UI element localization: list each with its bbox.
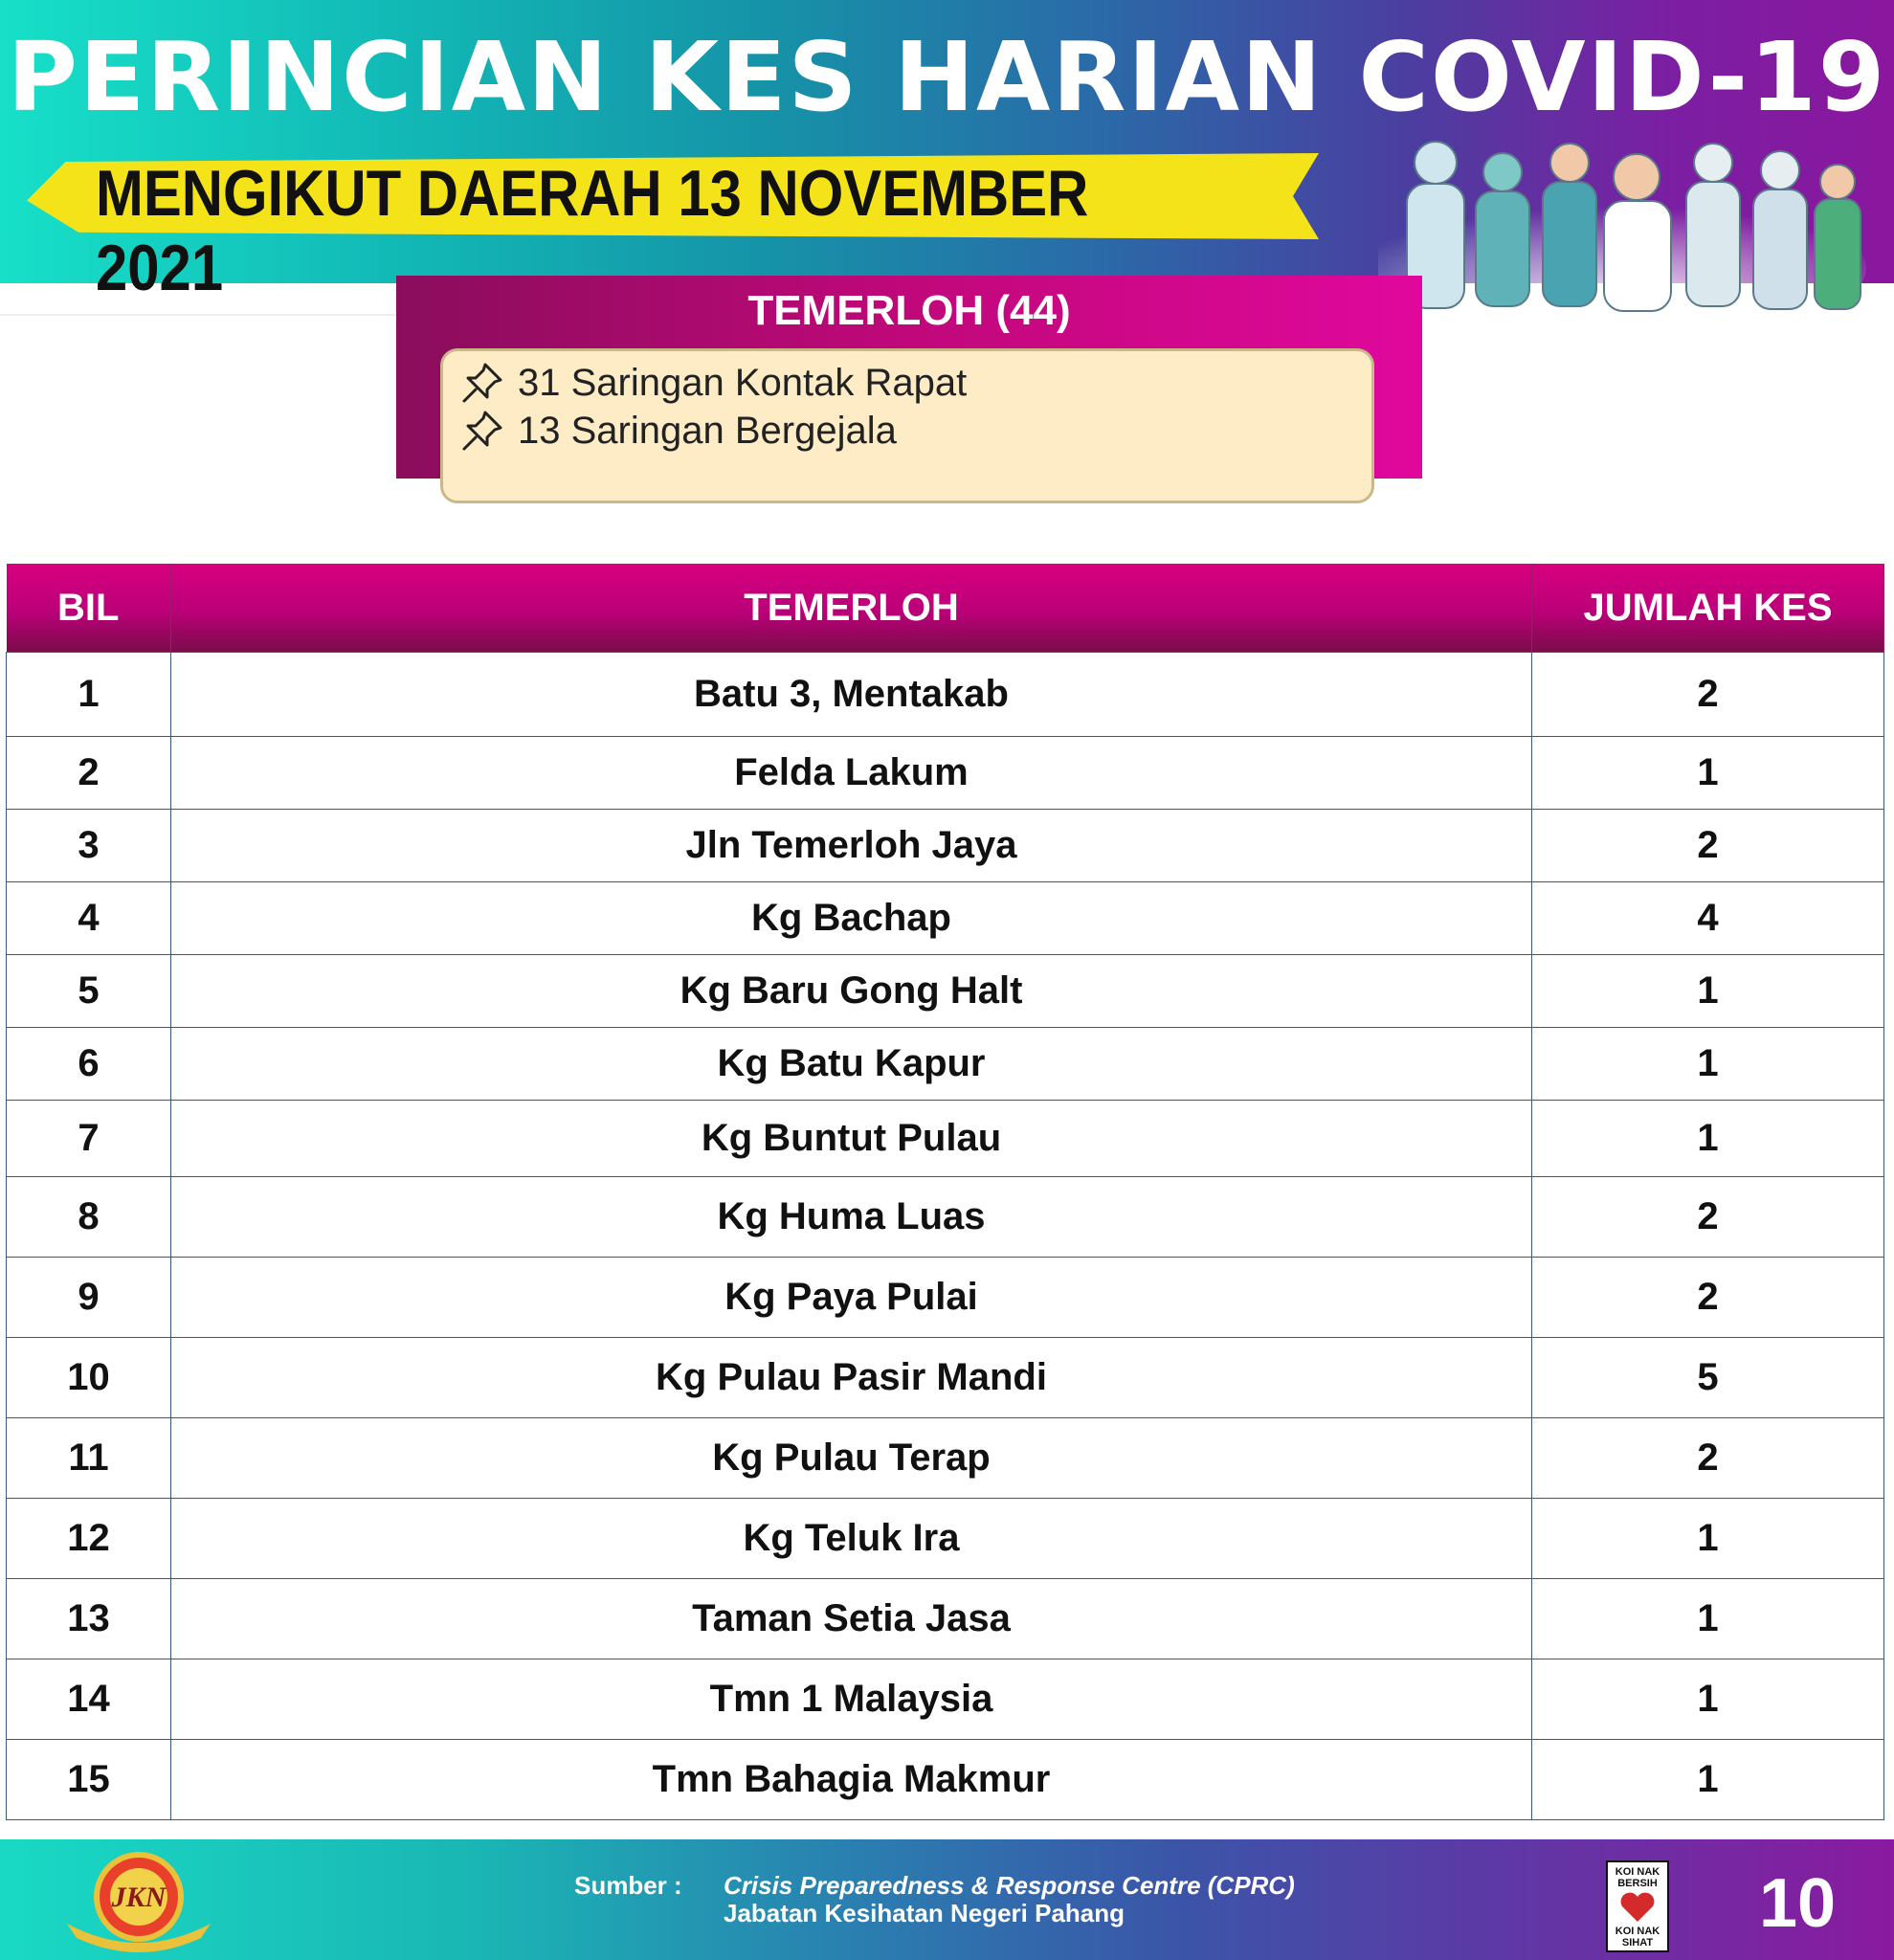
row-number: 7 [7, 1101, 171, 1177]
row-total-cases: 1 [1532, 1101, 1884, 1177]
row-total-cases: 1 [1532, 1499, 1884, 1579]
table-row [7, 955, 1884, 1028]
koi-nak-sihat-badge: KOI NAK BERSIH KOI NAK SIHAT [1606, 1860, 1669, 1952]
row-location: Kg Paya Pulai [171, 1258, 1532, 1338]
summary-item-text: 13 Saringan Bergejala [518, 409, 897, 452]
row-total-cases: 1 [1532, 1028, 1884, 1101]
row-number: 4 [7, 882, 171, 955]
healthcare-workers-illustration [1378, 124, 1866, 316]
row-location: Kg Bachap [171, 882, 1532, 955]
table-row [7, 1101, 1884, 1177]
row-location: Jln Temerloh Jaya [171, 810, 1532, 882]
source-line-1: Crisis Preparedness & Response Centre (CPRC) [724, 1871, 1295, 1900]
row-total-cases: 1 [1532, 737, 1884, 810]
page-number: 10 [1759, 1865, 1837, 1942]
row-location: Kg Buntut Pulau [171, 1101, 1532, 1177]
summary-item-text: 31 Saringan Kontak Rapat [518, 361, 968, 404]
source-label: Sumber : [574, 1871, 682, 1900]
table-row [7, 653, 1884, 737]
row-number: 14 [7, 1659, 171, 1740]
row-total-cases: 1 [1532, 955, 1884, 1028]
table-row [7, 1028, 1884, 1101]
row-total-cases: 4 [1532, 882, 1884, 955]
row-location: Kg Huma Luas [171, 1177, 1532, 1258]
row-number: 6 [7, 1028, 171, 1101]
header-location: TEMERLOH [171, 564, 1532, 653]
row-number: 12 [7, 1499, 171, 1579]
table-row [7, 1499, 1884, 1579]
jkn-logo [57, 1847, 220, 1952]
table-row [7, 1579, 1884, 1659]
table-row [7, 1338, 1884, 1418]
table-row [7, 1258, 1884, 1338]
district-summary-box [440, 348, 1374, 503]
row-number: 5 [7, 955, 171, 1028]
pushpin-icon [460, 409, 504, 453]
row-total-cases: 1 [1532, 1579, 1884, 1659]
row-total-cases: 2 [1532, 1177, 1884, 1258]
table-row [7, 737, 1884, 810]
row-number: 13 [7, 1579, 171, 1659]
row-location: Tmn Bahagia Makmur [171, 1740, 1532, 1820]
row-number: 10 [7, 1338, 171, 1418]
row-location: Tmn 1 Malaysia [171, 1659, 1532, 1740]
row-total-cases: 2 [1532, 653, 1884, 737]
row-number: 11 [7, 1418, 171, 1499]
row-total-cases: 1 [1532, 1659, 1884, 1740]
svg-text:JKN: JKN [111, 1882, 167, 1913]
row-location: Kg Batu Kapur [171, 1028, 1532, 1101]
table-row [7, 1418, 1884, 1499]
row-total-cases: 1 [1532, 1740, 1884, 1820]
table-row [7, 1177, 1884, 1258]
row-total-cases: 2 [1532, 1418, 1884, 1499]
pushpin-icon [460, 361, 504, 405]
row-number: 3 [7, 810, 171, 882]
row-total-cases: 2 [1532, 1258, 1884, 1338]
page-title: PERINCIAN KES HARIAN COVID-19 [7, 21, 1887, 133]
table-row [7, 1659, 1884, 1740]
source-line-2: Jabatan Kesihatan Negeri Pahang [724, 1899, 1125, 1927]
row-location: Taman Setia Jasa [171, 1579, 1532, 1659]
row-number: 1 [7, 653, 171, 737]
row-total-cases: 2 [1532, 810, 1884, 882]
row-total-cases: 5 [1532, 1338, 1884, 1418]
row-location: Kg Pulau Pasir Mandi [171, 1338, 1532, 1418]
summary-item [460, 409, 897, 453]
row-location: Kg Baru Gong Halt [171, 955, 1532, 1028]
table-row [7, 882, 1884, 955]
row-number: 15 [7, 1740, 171, 1820]
header-total-cases: JUMLAH KES [1532, 564, 1884, 653]
district-summary-title: TEMERLOH (44) [747, 287, 1071, 334]
cases-table [6, 564, 1884, 1820]
heart-icon [1618, 1891, 1657, 1924]
row-number: 8 [7, 1177, 171, 1258]
table-header-row [7, 564, 1884, 653]
row-location: Felda Lakum [171, 737, 1532, 810]
summary-item [460, 361, 967, 405]
row-location: Kg Pulau Terap [171, 1418, 1532, 1499]
row-number: 9 [7, 1258, 171, 1338]
table-row [7, 1740, 1884, 1820]
row-number: 2 [7, 737, 171, 810]
row-location: Batu 3, Mentakab [171, 653, 1532, 737]
header-bil: BIL [7, 564, 171, 653]
table-row [7, 810, 1884, 882]
cases-table-container [6, 564, 1883, 1820]
row-location: Kg Teluk Ira [171, 1499, 1532, 1579]
page-subtitle: MENGIKUT DAERAH 13 NOVEMBER 2021 [96, 157, 1089, 304]
